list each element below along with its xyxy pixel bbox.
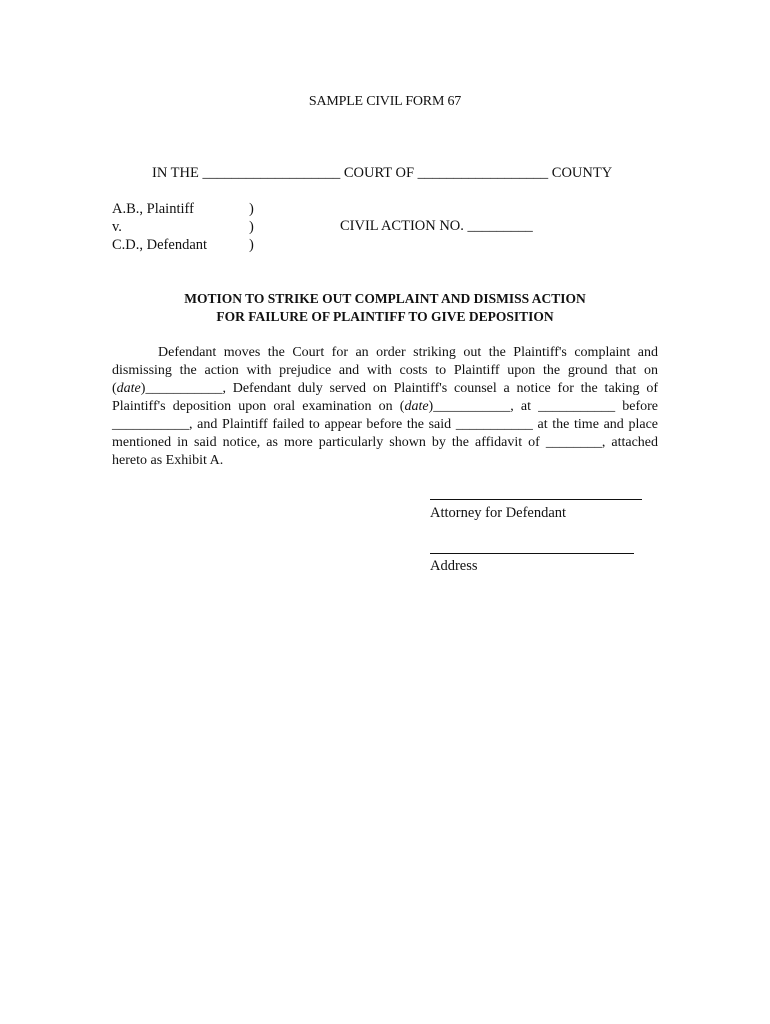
form-title: SAMPLE CIVIL FORM 67 [308, 94, 462, 109]
versus-label: v. [112, 219, 122, 235]
body-part-3: )___________, at ___________ before ___________, and Plaintiff failed to appear before the said ___________ at the time and place mentioned in said notice, as more particularly shown by the affidavit of ________, attached hereto as Exhibit A. [112, 399, 658, 468]
caption-paren: ) [249, 237, 254, 253]
body-part-2: )___________, Defendant duly served on Plaintiff's counsel a notice for the taking of Plaintiff's deposition upon oral examination on ( [112, 381, 658, 414]
motion-heading-line-2: FOR FAILURE OF PLAINTIFF TO GIVE DEPOSITION [216, 309, 554, 324]
caption-row-versus [112, 218, 254, 236]
motion-body-paragraph [112, 344, 658, 470]
attorney-signature-label: Attorney for Defendant [430, 505, 567, 521]
caption-paren: ) [249, 219, 254, 235]
date-placeholder-1: date [116, 381, 141, 396]
caption-row-plaintiff [112, 200, 254, 218]
defendant-name: C.D., Defendant [112, 237, 208, 253]
attorney-signature-line [430, 499, 642, 500]
date-placeholder-2: date [404, 399, 429, 414]
caption-row-defendant [112, 236, 254, 254]
case-caption [112, 200, 254, 254]
plaintiff-name: A.B., Plaintiff [112, 201, 194, 217]
caption-paren: ) [249, 201, 254, 217]
address-label: Address [430, 558, 478, 574]
court-line: IN THE ___________________ COURT OF __________________ COUNTY [152, 165, 613, 181]
motion-heading-line-1: MOTION TO STRIKE OUT COMPLAINT AND DISMISS ACTION [184, 291, 586, 306]
motion-heading [0, 290, 770, 326]
address-line [430, 553, 634, 554]
body-part-1: Defendant moves the Court for an order striking out the Plaintiff's complaint and dismissing the action with prejudice and with costs to Plaintiff upon the ground that on ( [112, 345, 658, 396]
civil-action-number: CIVIL ACTION NO. _________ [340, 218, 533, 234]
